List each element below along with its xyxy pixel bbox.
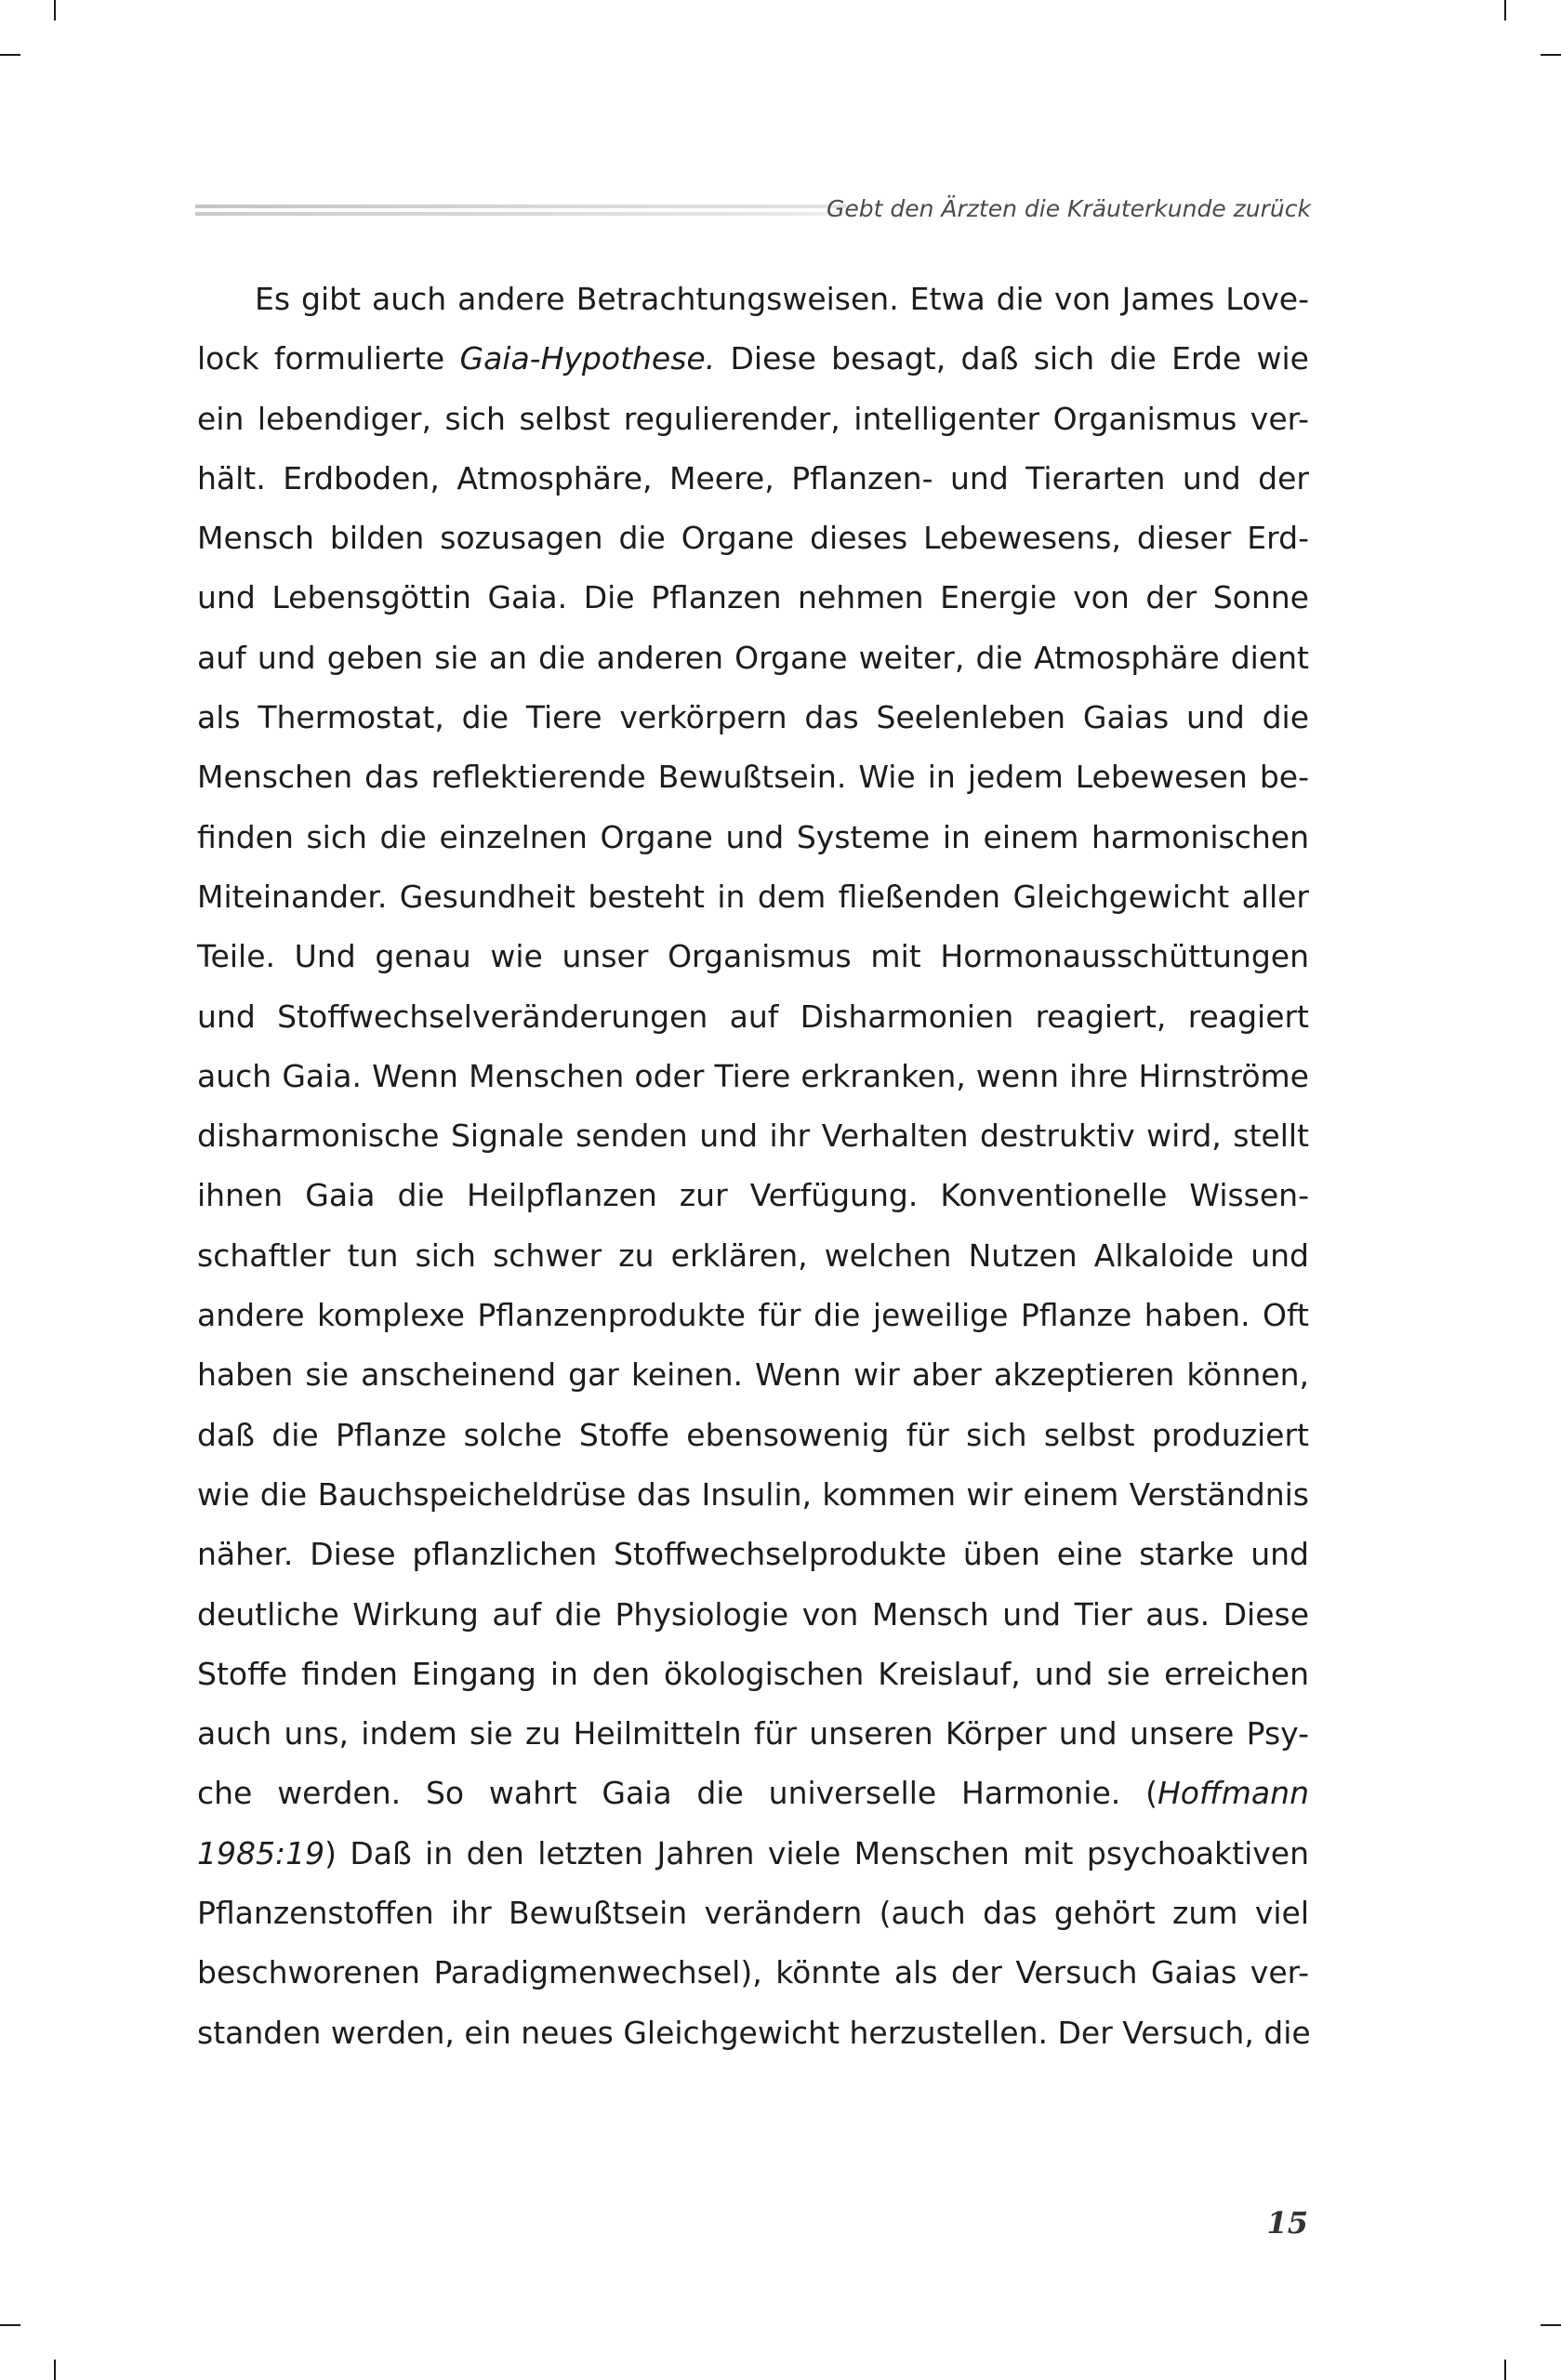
text-line xyxy=(197,1465,1309,1525)
text-segment: Mensch bilden sozusagen die Organe dieses Lebewesens, dieser Erd- xyxy=(197,520,1309,557)
text-segment: Es gibt auch andere Betrachtungsweisen. Etwa die von James Love- xyxy=(255,281,1309,317)
text-segment: auch uns, indem sie zu Heilmitteln für unseren Körper und unsere Psy- xyxy=(197,1715,1309,1752)
text-segment: auf und geben sie an die anderen Organe weiter, die Atmosphäre dient xyxy=(197,639,1309,676)
text-line xyxy=(197,1525,1309,1584)
text-segment: als Thermostat, die Tiere verkörpern das Seelenleben Gaias und die xyxy=(197,699,1309,736)
text-line xyxy=(197,449,1309,509)
body-text xyxy=(197,270,1309,2063)
text-segment: beschworenen Paradigmenwechsel), könnte als der Versuch Gaias ver- xyxy=(197,1954,1309,1991)
running-head xyxy=(195,193,1311,231)
text-line xyxy=(197,1106,1309,1166)
text-segment: ein lebendiger, sich selbst regulierender, intelligenter Organismus ver- xyxy=(197,400,1309,437)
crop-mark-bottom-left xyxy=(0,2324,20,2326)
crop-mark-bottom-left xyxy=(54,2360,56,2380)
text-segment: Hoffmann xyxy=(1157,1775,1309,1812)
text-line xyxy=(197,1884,1309,1943)
text-line xyxy=(197,628,1309,688)
text-line xyxy=(197,867,1309,927)
text-line xyxy=(197,329,1309,389)
text-segment: Menschen das reflektierende Bewußtsein. Wie in jedem Lebewesen be- xyxy=(197,759,1309,796)
text-segment: deutliche Wirkung auf die Physiologie von Mensch und Tier aus. Diese xyxy=(197,1595,1309,1633)
text-segment: Miteinander. Gesundheit besteht in dem fließenden Gleichgewicht aller xyxy=(197,878,1309,915)
text-segment: wie die Bauchspeicheldrüse das Insulin, kommen wir einem Verständnis xyxy=(197,1475,1309,1513)
text-segment: andere komplexe Pflanzenprodukte für die jeweilige Pflanze haben. Oft xyxy=(197,1297,1309,1334)
text-segment: auch Gaia. Wenn Menschen oder Tiere erkranken, wenn ihre Hirnströme xyxy=(197,1057,1309,1094)
text-line xyxy=(197,1824,1309,1884)
text-segment: ihnen Gaia die Heilpflanzen zur Verfügung. Konventionelle Wissen- xyxy=(197,1177,1309,1214)
text-segment: che werden. So wahrt Gaia die universelle Harmonie. ( xyxy=(197,1775,1158,1812)
crop-mark-top-left xyxy=(0,54,20,56)
text-line xyxy=(197,1226,1309,1286)
text-segment: 1985:19 xyxy=(197,1834,325,1871)
crop-mark-bottom-right xyxy=(1541,2324,1561,2326)
text-line xyxy=(197,747,1309,807)
text-line xyxy=(197,1645,1309,1704)
text-line xyxy=(197,1345,1309,1405)
text-segment: näher. Diese pflanzlichen Stoffwechselprodukte üben eine starke und xyxy=(197,1536,1309,1573)
text-line xyxy=(197,1406,1309,1465)
text-line xyxy=(197,270,1309,329)
text-line xyxy=(197,2003,1309,2063)
text-segment: disharmonische Signale senden und ihr Verhalten destruktiv wird, stellt xyxy=(197,1117,1309,1155)
text-segment: Teile. Und genau wie unser Organismus mit Hormonausschüttungen xyxy=(197,938,1309,975)
text-segment: daß die Pflanze solche Stoffe ebensowenig für sich selbst produziert xyxy=(197,1416,1309,1453)
text-line xyxy=(197,808,1309,867)
text-segment: und Stoffwechselveränderungen auf Disharmonien reagiert, reagiert xyxy=(197,998,1309,1035)
crop-mark-top-right xyxy=(1504,0,1506,20)
text-segment: ) Daß in den letzten Jahren viele Menschen mit psychoaktiven xyxy=(324,1834,1309,1871)
text-line xyxy=(197,927,1309,986)
text-segment: finden sich die einzelnen Organe und Systeme in einem harmonischen xyxy=(197,818,1309,855)
text-segment: Diese besagt, daß sich die Erde wie xyxy=(715,340,1309,377)
text-line xyxy=(197,987,1309,1047)
text-line xyxy=(197,1704,1309,1764)
text-line xyxy=(197,390,1309,449)
text-line xyxy=(197,1764,1309,1823)
text-segment: Gaia-Hypothese. xyxy=(459,340,716,377)
page-number: 15 xyxy=(1266,2205,1308,2241)
text-segment: schaftler tun sich schwer zu erklären, welchen Nutzen Alkaloide und xyxy=(197,1236,1309,1274)
text-line xyxy=(197,509,1309,568)
crop-mark-top-left xyxy=(54,0,56,20)
text-segment: Stoffe finden Eingang in den ökologischen Kreislauf, und sie erreichen xyxy=(197,1655,1309,1692)
crop-mark-bottom-right xyxy=(1504,2360,1506,2380)
text-line xyxy=(197,1943,1309,2003)
text-segment: lock formulierte xyxy=(197,340,460,377)
text-segment: hält. Erdboden, Atmosphäre, Meere, Pflanzen- und Tierarten und der xyxy=(197,459,1309,496)
text-line xyxy=(197,1166,1309,1225)
text-segment: haben sie anscheinend gar keinen. Wenn wir aber akzeptieren können, xyxy=(197,1356,1309,1394)
text-line xyxy=(197,568,1309,628)
text-segment: und Lebensgöttin Gaia. Die Pflanzen nehmen Energie von der Sonne xyxy=(197,579,1309,616)
text-segment: standen werden, ein neues Gleichgewicht herzustellen. Der Versuch, die xyxy=(197,2014,1311,2051)
text-line xyxy=(197,1286,1309,1345)
text-line xyxy=(197,1585,1309,1645)
running-head-title: Gebt den Ärzten die Kräuterkunde zurück xyxy=(826,195,1311,222)
crop-mark-top-right xyxy=(1541,54,1561,56)
text-line xyxy=(197,688,1309,747)
text-line xyxy=(197,1047,1309,1106)
text-segment: Pflanzenstoffen ihr Bewußtsein verändern (auch das gehört zum viel xyxy=(197,1895,1309,1932)
header-rule xyxy=(195,205,846,219)
